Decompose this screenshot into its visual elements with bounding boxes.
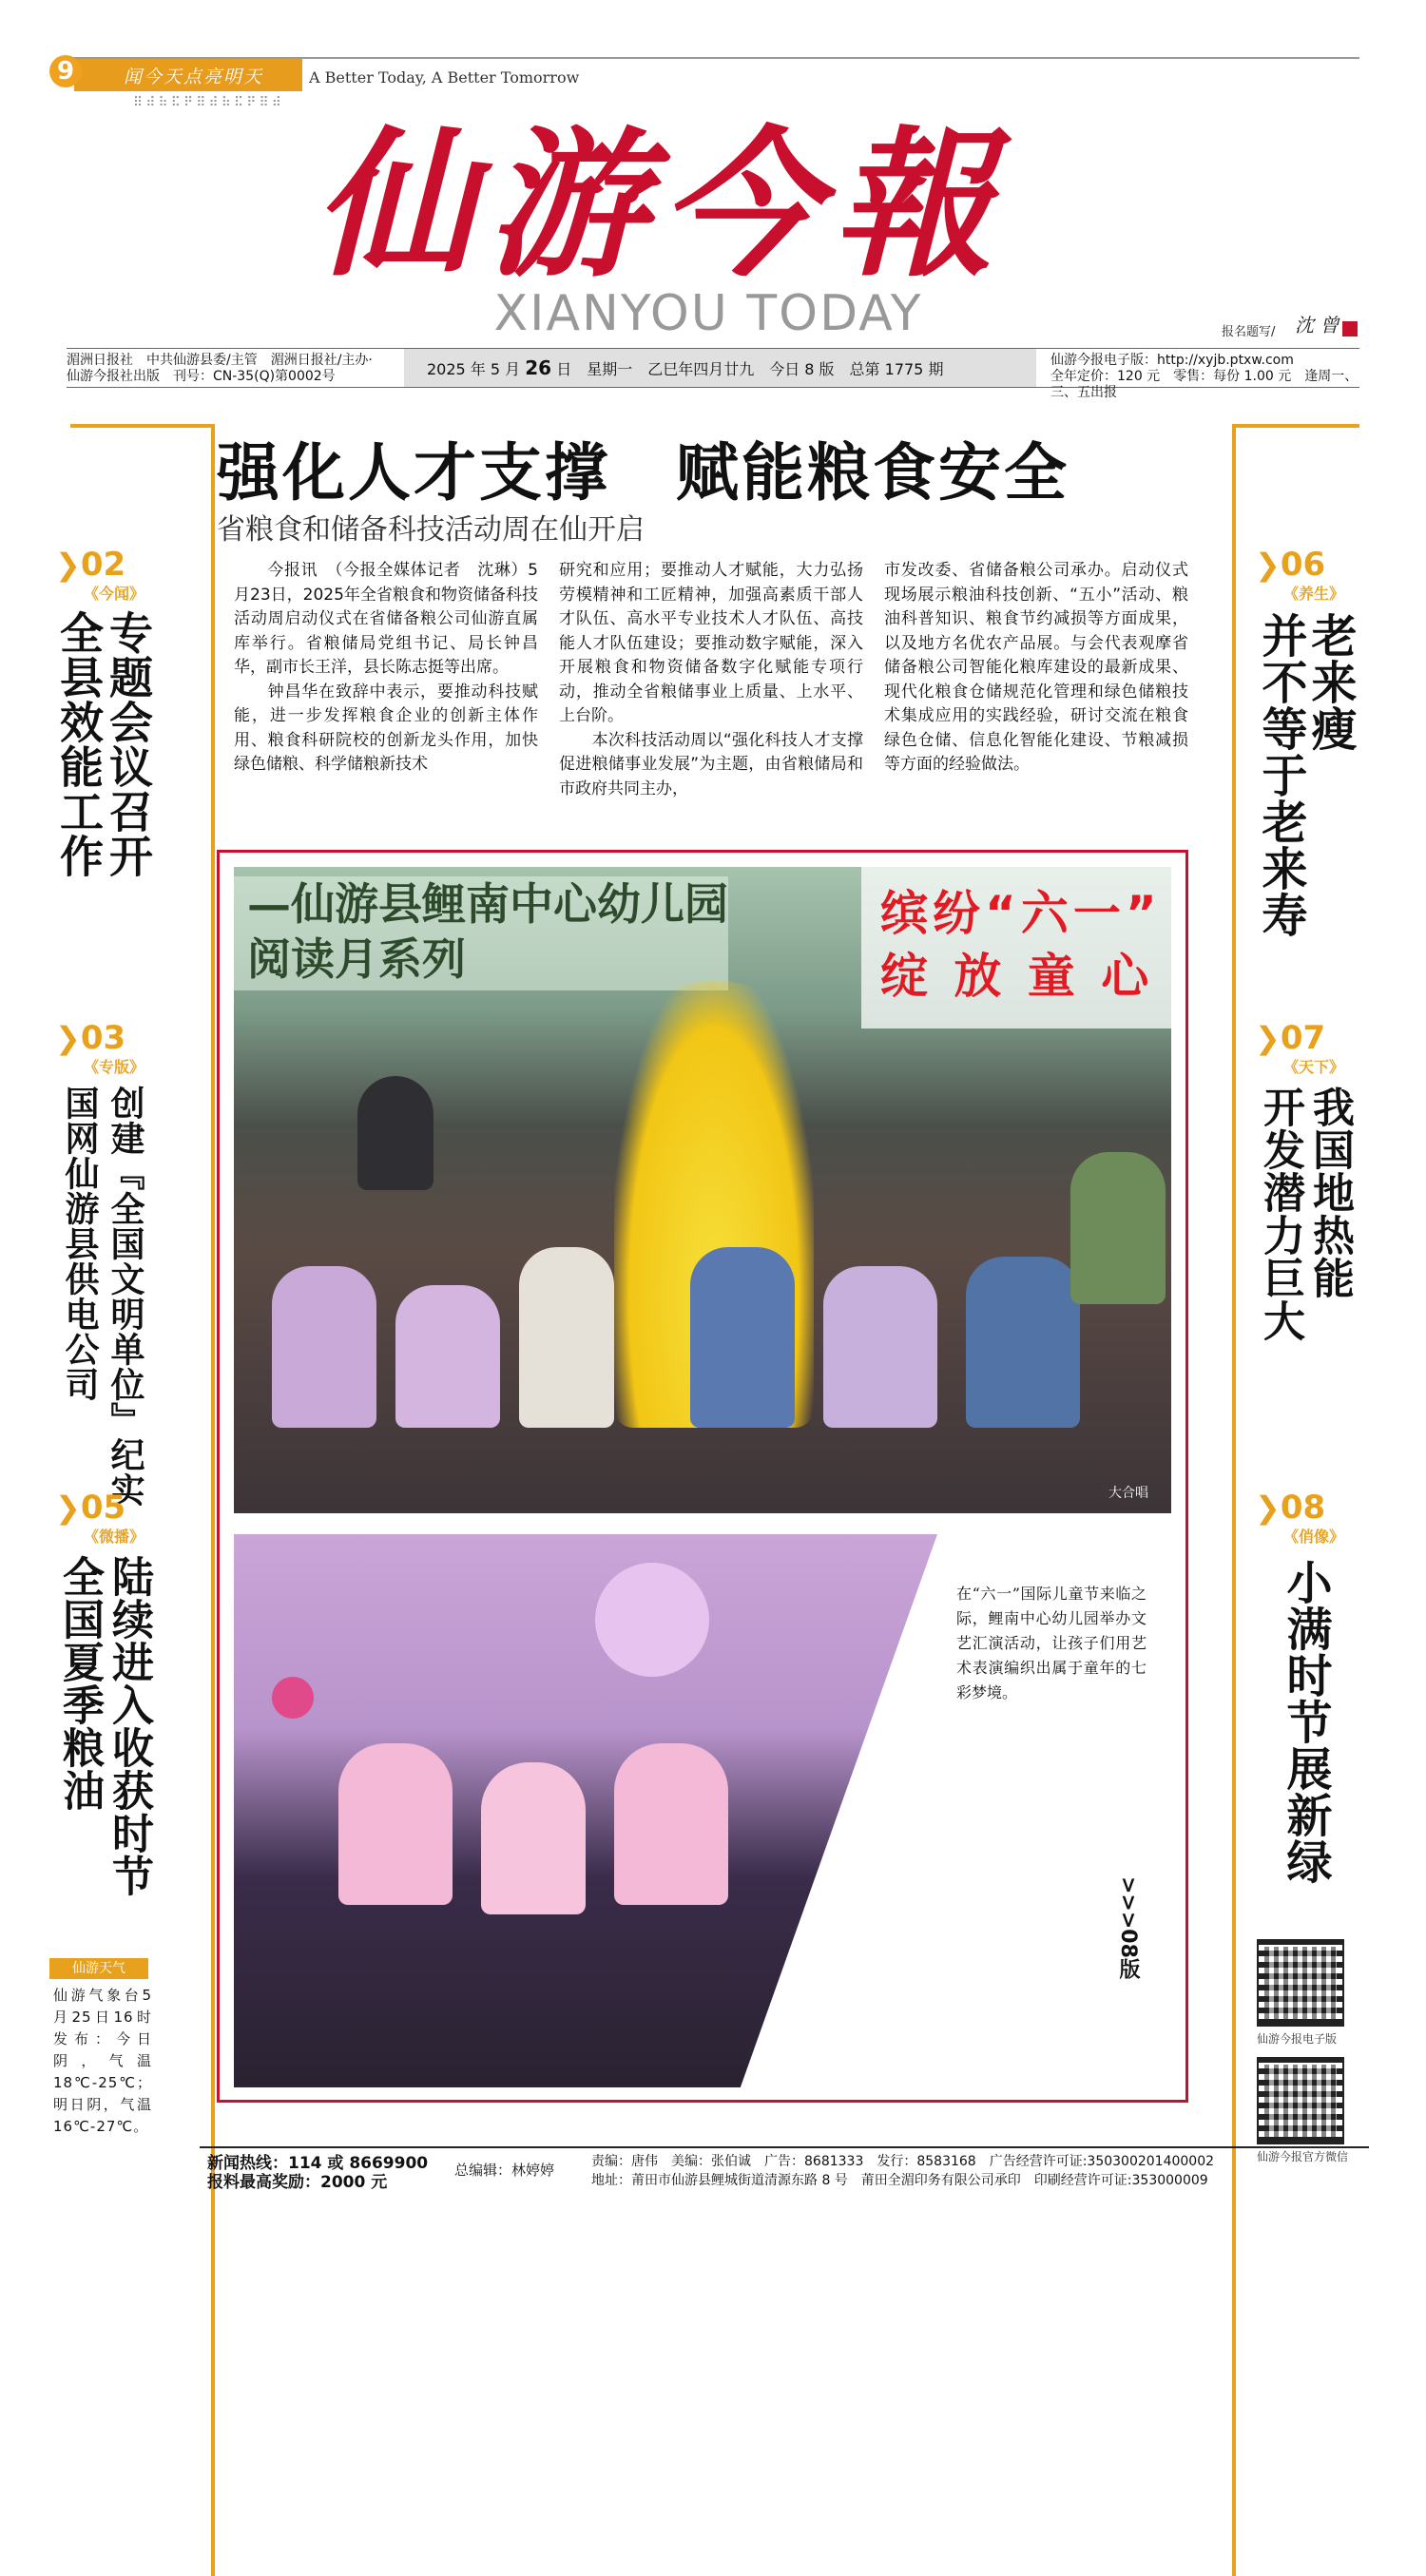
teaser-title[interactable]: 我国地热能 (1305, 1086, 1354, 1299)
dancer-figure (338, 1743, 453, 1905)
photo-dance-panel (234, 1534, 1171, 2087)
hotline (207, 2154, 428, 2192)
teaser-subtitle[interactable]: 并不等于老来寿 (1254, 612, 1307, 938)
chevron-right-icon: ❯ (55, 1020, 81, 1056)
child-figure (1070, 1152, 1166, 1304)
staff-info (591, 2152, 1371, 2190)
photo-title (880, 882, 1162, 1008)
child-figure (690, 1247, 795, 1428)
qr-code-wechat[interactable] (1257, 2057, 1344, 2144)
child-figure (395, 1285, 500, 1428)
staff-line-2: 地址：莆田市仙游县鲤城街道清源东路 8 号 莆田全湄印务有限公司承印 印刷经营许可证:353000009 (591, 2173, 1208, 2188)
weather-label: 仙游天气 (49, 1958, 148, 1979)
photo-title-line-2: 绽 放 童 心 (880, 949, 1154, 1004)
teaser-title[interactable]: 专题会议召开 (103, 610, 154, 878)
subscription-info (1050, 353, 1364, 401)
photo-title-line-1: 缤纷“六一” (880, 886, 1162, 941)
lollipop-prop-icon (595, 1563, 709, 1677)
left-rule-vertical (211, 424, 215, 2576)
teaser-section: 《天下》 (1283, 1058, 1345, 1076)
lead-column-2: 研究和应用；要推动人才赋能，大力弘扬劳模精神和工匠精神，加强高素质干部人才队伍、高水平专业技术人才队伍、高技能人才队伍建设；要推动数字赋能，深入开展粮食和物资储备数字化赋能专项行动，推动全省粮储事业上质量、上水平、上台阶。 本次科技活动周以“强化科技人才支撑 促进粮储事业发展”为主题，由省粮储局和市政府共同主办， (559, 561, 863, 798)
teaser-page-number: 05 (80, 1489, 126, 1527)
left-rule-top (70, 424, 213, 428)
photo-caption: 在“六一”国际儿童节来临之际，鲤南中心幼儿园举办文艺汇演活动，让孩子们用艺术表演编织出属于童年的七彩梦境。 (956, 1585, 1147, 1701)
teaser-section: 《专版》 (84, 1058, 145, 1076)
qr-code-eedition[interactable] (1257, 1939, 1344, 2027)
masthead-credit: 报名题写/ (1222, 325, 1276, 339)
braille-strip: ⠿⠾⠷⠯⠟⠿⠾⠷⠯⠟⠿⠾ (133, 95, 285, 110)
teaser-p07[interactable] (1255, 1019, 1325, 1057)
teaser-subtitle[interactable]: 全县效能工作 (53, 610, 105, 878)
photo-dance[interactable] (234, 1534, 937, 2087)
lollipop-prop-icon (272, 1677, 314, 1719)
publisher-line-2: 仙游今报社出版 刊号：CN-35(Q)第0002号 (67, 369, 336, 384)
masthead-signature: 沈 曾 (1295, 314, 1339, 336)
child-figure (519, 1247, 614, 1428)
eedition-link[interactable]: 仙游今报电子版：http://xyjb.ptxw.com (1050, 353, 1294, 368)
chevron-right-icon: ❯ (55, 547, 81, 583)
teaser-page-number: 02 (80, 546, 126, 584)
teaser-subtitle[interactable]: 全国夏季粮油 (55, 1555, 104, 1812)
chevron-right-icon: ❯ (1255, 1490, 1281, 1526)
news-hotline: 新闻热线：114 或 8669900 (207, 2154, 429, 2173)
lead-headline[interactable]: 强化人才支撑 赋能粮食安全 (217, 436, 1070, 509)
photo-credit: 萌娃表演 (785, 2066, 838, 2081)
teaser-p06[interactable] (1255, 546, 1325, 584)
teaser-page-number: 06 (1280, 546, 1326, 584)
dancer-figure (481, 1762, 586, 1914)
teaser-subtitle[interactable]: 国网仙游县供电公司 (60, 1086, 99, 1402)
publisher-line-1: 湄洲日报社 中共仙游县委/主管 湄洲日报社/主办· (67, 353, 373, 368)
photo-credit: 大合唱 (1108, 1486, 1148, 1501)
teaser-p03[interactable] (55, 1019, 125, 1057)
chevron-right-icon: ❯ (1255, 1020, 1281, 1056)
child-figure (272, 1266, 376, 1428)
chevron-right-icon: ❯ (55, 1490, 81, 1526)
teaser-page-number: 03 (80, 1019, 126, 1057)
date-suffix: 日 星期一 乙巳年四月廿九 今日 8 版 总第 1775 期 (556, 360, 944, 378)
info-bar (67, 348, 1359, 400)
lead-column-3: 市发改委、省储备粮公司承办。启动仪式现场展示粮油科技创新、“五小”活动、粮油科普知识、粮食节约减损等方面成果，以及地方名优农产品展。与会代表观摩省储备粮公司智能化粮库建设的最新成果、现代化粮食仓储规范化管理和绿色储粮技术集成应用的实践经验，研讨交流在粮食绿色仓储、信息化智能化建设、节粮减损等方面的经验做法。 (884, 561, 1188, 774)
teaser-p08[interactable] (1255, 1489, 1325, 1527)
right-rule-vertical (1232, 424, 1236, 2576)
chief-editor: 总编辑：林婷婷 (454, 2162, 555, 2179)
chevron-right-icon: ❯ (1255, 547, 1281, 583)
child-figure (823, 1266, 937, 1428)
qr-label-wechat: 仙游今报官方微信 (1257, 2150, 1349, 2163)
masthead-title: 仙游今報 (314, 110, 1006, 298)
staff-line-1: 责编：唐伟 美编：张伯诚 广告：8681333 发行：8583168 广告经营许可证:350300201400002 (591, 2154, 1215, 2169)
stage-banner: —仙游县鲤南中心幼儿园阅读月系列 (234, 876, 728, 990)
slogan-en: A Better Today, A Better Tomorrow (309, 68, 580, 87)
logo-nine-icon: 9 (49, 55, 82, 87)
child-figure (966, 1257, 1080, 1428)
teaser-section: 《养生》 (1283, 585, 1345, 603)
teaser-title[interactable]: 创建『全国文明单位』纪实 (106, 1086, 145, 1508)
teaser-section: 《微播》 (84, 1528, 145, 1546)
masthead-english: XIANYOU TODAY (493, 285, 923, 342)
date-prefix: 2025 年 5 月 (427, 360, 521, 378)
footer (200, 2146, 1369, 2205)
slogan-cn: 闻今天点亮明天 (124, 67, 264, 87)
lead-column-1: 今报讯 （今报全媒体记者 沈琳）5月23日，2025年全省粮食和物资储备科技活动周启动仪式在省储备粮公司仙游直属库举行。省粮储局党组书记、局长钟昌华，副市长王洋，县长陈志挺等出席。 钟昌华在致辞中表示，要推动科技赋能，进一步发挥粮食企业的创新主体作用、粮食科研院校的创新龙头作用，加快绿色储粮、科学储粮新技术 (234, 561, 538, 774)
dancer-figure (614, 1743, 728, 1905)
seal-stamp-icon (1342, 321, 1358, 336)
teaser-page-number: 07 (1280, 1019, 1326, 1057)
weather-text: 仙游气象台5月25日16时发布：今日阴，气温18℃-25℃；明日阴，气温16℃-27℃。 (53, 1987, 152, 2135)
teaser-title[interactable]: 小满时节展新绿 (1279, 1559, 1332, 1885)
date-day: 26 (525, 356, 552, 379)
teaser-title[interactable]: 老来瘦 (1303, 612, 1357, 752)
child-figure (357, 1076, 434, 1190)
teaser-section: 《今闻》 (84, 585, 145, 603)
qr-label-eedition: 仙游今报电子版 (1257, 2032, 1338, 2046)
issue-date-bar (404, 349, 1036, 387)
teaser-p02[interactable] (55, 546, 125, 584)
teaser-subtitle[interactable]: 开发潜力巨大 (1256, 1086, 1304, 1342)
lead-subhead: 省粮食和储备科技活动周在仙开启 (217, 513, 645, 547)
teaser-title[interactable]: 陆续进入收获时节 (105, 1555, 153, 1897)
teaser-page-number: 08 (1280, 1489, 1326, 1527)
photo-chorus[interactable] (234, 867, 1171, 1513)
publisher-info (67, 353, 380, 385)
page-reference[interactable]: >>>08版 (1116, 1876, 1140, 1979)
tip-reward: 报料最高奖励：2000 元 (207, 2173, 388, 2192)
teaser-p05[interactable] (55, 1489, 125, 1527)
right-rule-top (1232, 424, 1359, 428)
teaser-section: 《俏像》 (1283, 1528, 1345, 1546)
price-info: 全年定价：120 元 零售：每份 1.00 元 逢周一、三、五出报 (1050, 369, 1359, 400)
